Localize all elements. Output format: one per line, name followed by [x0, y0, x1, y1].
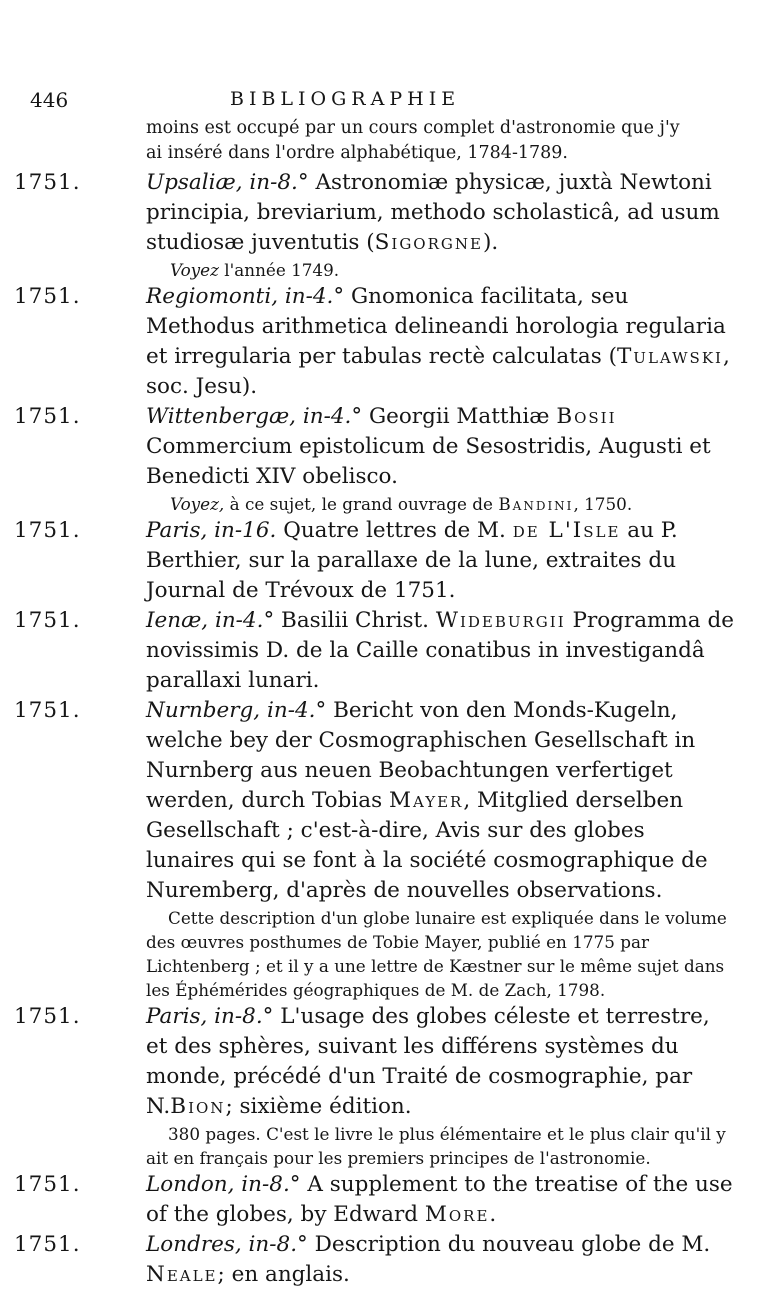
entry-text: Gnomonica facilitata, seu Methodus arithmetica delineandi horologia regularia et irregularia per tabulas rectè calculatas ( — [146, 284, 726, 369]
entry-text: Description du nouveau globe de M. — [314, 1232, 711, 1257]
entry-place: Londres, in-8.° — [146, 1232, 308, 1257]
bibliography-entry — [14, 1230, 734, 1290]
entry-place: Upsaliæ, in-8.° — [146, 170, 309, 195]
entry-author: Wideburgii — [435, 608, 566, 633]
entry-text: Astronomiæ physicæ, juxtà Newtoni principia, breviarium, methodo scholasticâ, ad usum studiosæ juventutis ( — [146, 170, 720, 255]
entry-text-end: ; en anglais. — [217, 1262, 350, 1287]
entry-place: Paris, in-8.° — [146, 1004, 274, 1029]
entry-text-end: Commercium epistolicum de Sesostridis, Augusti et Benedicti XIV obelisco. — [146, 434, 711, 489]
bibliography-entry — [14, 168, 734, 282]
entry-author: Mayer — [388, 788, 464, 813]
entry-place: Wittenbergæ, in-4.° — [146, 404, 363, 429]
entry-place: Regiomonti, in-4.° — [146, 284, 345, 309]
entry-author: Bosii — [556, 404, 617, 429]
entry-place: Nurnberg, in-4.° — [146, 698, 327, 723]
entry-author: Tulawski — [616, 344, 723, 369]
entry-note: 380 pages. C'est le livre le plus élémentaire et le plus clair qu'il y ait en français pour les premiers principes de l'astronomie. — [146, 1124, 726, 1168]
entry-author: More — [424, 1202, 490, 1227]
running-title: BIBLIOGRAPHIE — [230, 88, 461, 110]
page-header — [30, 88, 730, 116]
bibliography-entry — [14, 606, 734, 696]
page-body — [14, 116, 734, 1290]
entry-year: 1751. — [14, 1004, 81, 1029]
entry-text: L'usage des globes céleste et terrestre, et des sphères, suivant les différens systèmes du monde, précédé d'un Traité de cosmographie, par N. — [146, 1004, 710, 1119]
entry-text-end: , soc. Jesu). — [146, 344, 730, 399]
entry-author: Sigorgne — [374, 230, 483, 255]
entry-year: 1751. — [14, 170, 81, 195]
entry-text: Quatre lettres de M. — [283, 518, 506, 543]
entry-note: Cette description d'un globe lunaire est expliquée dans le volume des œuvres posthumes de Tobie Mayer, publié en 1775 par Lichtenberg ; et il y a une lettre de Kæstner sur le même sujet dans les Éphémérides géographiques de M. de Zach, 1798. — [146, 908, 727, 1000]
entry-year: 1751. — [14, 698, 81, 723]
entry-text-end: , Mitglied derselben Gesellschaft ; c'est-à-dire, Avis sur des globes lunaires qui se font à la société cosmographique de Nuremberg, d'après de nouvelles observations. — [146, 788, 708, 903]
entry-year: 1751. — [14, 518, 81, 543]
note-text: l'année 1749. — [224, 260, 340, 280]
note-text-end: , 1750. — [573, 494, 633, 514]
entry-year: 1751. — [14, 608, 81, 633]
entry-year: 1751. — [14, 284, 81, 309]
entry-place: London, in-8.° — [146, 1172, 301, 1197]
entry-author: Bion — [170, 1094, 226, 1119]
entry-text: A supplement to the treatise of the use of the globes, by Edward — [146, 1172, 733, 1227]
page-number: 446 — [30, 88, 69, 112]
note-voyez: Voyez, — [170, 494, 225, 514]
entry-text: Bericht von den Monds-Kugeln, welche bey der Cosmographischen Gesellschaft in Nurnberg aus neuen Beobachtungen verfertiget werden, durch Tobias — [146, 698, 696, 813]
entry-year: 1751. — [14, 404, 81, 429]
bibliography-entry — [14, 1002, 734, 1170]
entry-text-end: . — [489, 1202, 497, 1227]
note-voyez: Voyez — [170, 260, 219, 280]
continuation-line-2: ai inséré dans l'ordre alphabétique, 1784-1789. — [146, 143, 568, 163]
entry-text-end: ). — [482, 230, 499, 255]
continuation-line-1: moins est occupé par un cours complet d'astronomie que j'y — [146, 118, 680, 138]
entry-text-end: ; sixième édition. — [225, 1094, 412, 1119]
entry-author: de L'Isle — [512, 518, 621, 543]
entry-text-end: au P. Berthier, sur la parallaxe de la lune, extraites du Journal de Trévoux de 1751. — [146, 518, 678, 603]
entry-text-end: Programma de novissimis D. de la Caille conatibus in investigandâ parallaxi lunari. — [146, 608, 734, 693]
entry-text: Basilii Christ. — [281, 608, 429, 633]
entry-place: Paris, in-16. — [146, 518, 277, 543]
entry-note — [146, 492, 734, 516]
entry-year: 1751. — [14, 1172, 81, 1197]
note-name: Bandini — [498, 494, 574, 514]
bibliography-entry — [14, 402, 734, 516]
bibliography-entry — [14, 1170, 734, 1230]
entry-author: Neale — [146, 1262, 218, 1287]
entry-place: Ienæ, in-4.° — [146, 608, 275, 633]
bibliography-entry — [14, 696, 734, 1002]
entry-note — [146, 258, 734, 282]
bibliography-entry — [14, 282, 734, 402]
note-text: à ce sujet, le grand ouvrage de — [229, 494, 493, 514]
entry-year: 1751. — [14, 1232, 81, 1257]
bibliography-entry — [14, 516, 734, 606]
entry-text: Georgii Matthiæ — [368, 404, 550, 429]
